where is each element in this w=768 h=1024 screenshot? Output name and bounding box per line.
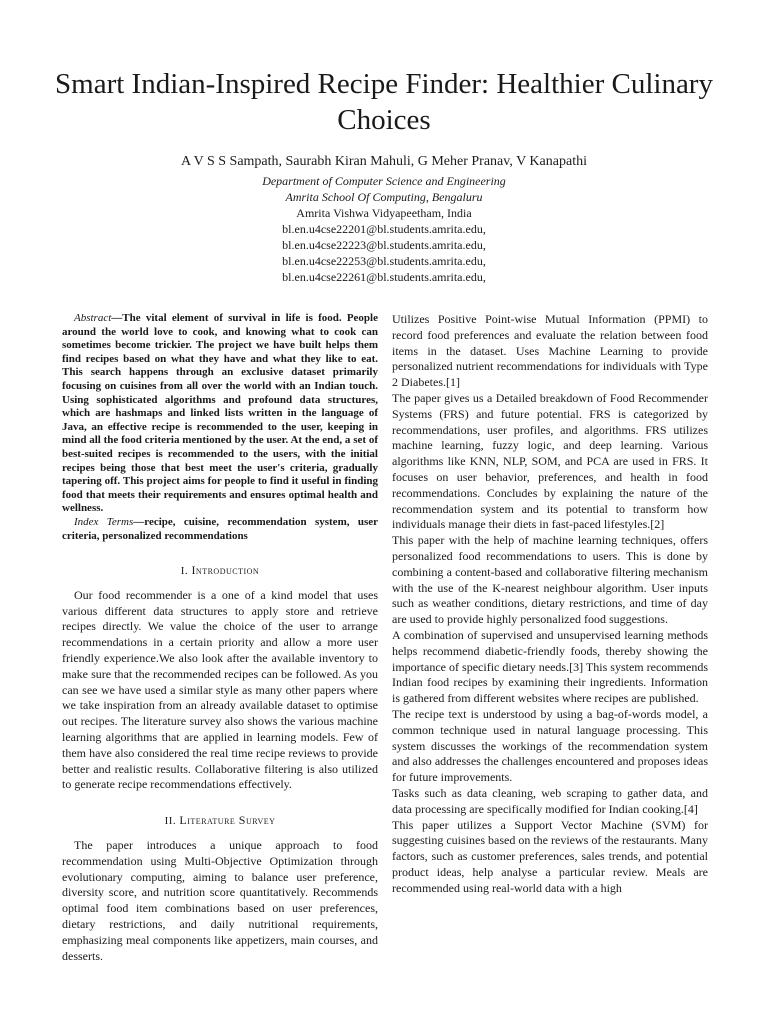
school: Amrita School Of Computing, Bengaluru [285,190,483,204]
section-heading-introduction: I. Introduction [180,563,260,578]
index-terms [62,516,378,543]
abstract [62,312,378,516]
literature-paragraph: The paper introduces a unique approach to food recommendation using Multi-Objective Optimization through evolutionary computing, aiming to balance user preference, diversity score, and nutrition score quantitatively. Recommends optimal food item combinations based on user preferences, dietary restrictions, and daily nutritional requirements, emphasizing meal components like appetizers, main courses, and desserts. [62,838,378,963]
email-line[interactable]: bl.en.u4cse22223@bl.students.amrita.edu, [282,238,486,252]
affiliation-block [40,173,728,285]
department: Department of Computer Science and Engineering [262,174,506,188]
literature-paragraph: A combination of supervised and unsupervised learning methods helps recommend diabetic-friendly foods, thereby showing the importance of specific dietary needs.[3] This system recommends Indian food recipes by examining their ingredients. Information is gathered from different websites where recipes are published. [392,627,708,706]
university: Amrita Vishwa Vidyapeetham, India [296,206,472,220]
literature-paragraph: This paper with the help of machine learning techniques, offers personalized food recommendations to users. This is done by combining a content-based and collaborative filtering mechanism with the use of the K-nearest neighbour algorithm. User inputs such as weather conditions, dietary restrictions, and time of day are used to provide highly personalized food suggestions. [392,533,708,627]
email-line[interactable]: bl.en.u4cse22253@bl.students.amrita.edu, [282,254,486,268]
literature-paragraph: This paper utilizes a Support Vector Machine (SVM) for suggesting cuisines based on the reviews of the restaurants. Many factors, such as customer preferences, sales trends, and potential product ideas, help analyse a particular review. Meals are recommended using real-world data with a high [392,817,708,895]
literature-paragraph: The paper gives us a Detailed breakdown of Food Recommender Systems (FRS) and future potential. FRS is categorized by recommendations, user profiles, and algorithms. FRS utilizes machine learning, fuzzy logic, and deep learning. Various algorithms like KNN, NLP, SOM, and PCA are used in FRS. It focuses on user behavior, preferences, and health in food recommendations. Concludes by explaining the nature of the recommendation system and its potential to transform how individuals manage their diets in fast-paced lifestyles.[2] [392,390,708,532]
email-line[interactable]: bl.en.u4cse22201@bl.students.amrita.edu, [282,222,486,236]
abstract-text: —The vital element of survival in life is food. People around the world love to cook, and knowing what to cook can sometimes become trickier. The project we have built helps them find recipes based on what they have and what they like to eat. This search happens through an exclusive dataset primarily focusing on cuisines from all over the world with an Indian touch. Using sophisticated algorithms and profound data structures, which are hashmaps and linked lists written in the language of Java, an effective recipe is recommended to the user, keeping in mind all the food criteria mentioned by the user. At the end, a set of best-suited recipes is recommended to the users, with the initial recipes being those that best meet the user's criteria, gradually tapering off. This project aims for people to find it useful in finding food that meets their requirements and ensures optimal health and wellness. [62,312,378,515]
section-heading-literature-survey: II. Literature Survey [164,813,276,828]
literature-paragraph: The recipe text is understood by using a bag-of-words model, a common technique used in natural language processing. This system discusses the workings of the recommendation system and also addresses the challenges encountered and proposes ideas for future improvements. [392,706,708,785]
literature-paragraph: Utilizes Positive Point-wise Mutual Information (PPMI) to record food preferences and evaluate the relation between food items in the dataset. Uses Machine Learning to provide personalized nutrient recommendations for individuals with Type 2 Diabetes.[1] [392,312,708,390]
author-list: A V S S Sampath, Saurabh Kiran Mahuli, G Meher Pranav, V Kanapathi [181,154,587,169]
paper-title: Smart Indian-Inspired Recipe Finder: Healthier Culinary Choices [55,68,713,136]
right-column [392,312,708,896]
index-terms-text: —recipe, cuisine, recommendation system, user criteria, personalized recommendations [62,515,378,542]
index-terms-label: Index Terms [74,515,134,528]
literature-paragraph: Tasks such as data cleaning, web scraping to gather data, and data processing are specifically modified for Indian cooking.[4] [392,785,708,816]
email-line[interactable]: bl.en.u4cse22261@bl.students.amrita.edu, [282,270,486,284]
left-column [62,312,378,964]
introduction-paragraph: Our food recommender is a one of a kind model that uses various different data structures to apply store and retrieve recipes directly. We value the choice of the user to arrange recommendations in a certain priority and allow a more user friendly experience.We also look after the available inventory to make sure that the recommended recipes can be followed. As you can see we have used a similar style as many other papers where we take inspiration from an already available dataset to optimise out recipes. The literature survey also shows the various machine learning algorithms that are applied in learning models. Few of them have also considered the real time recipe reviews to provide better and realistic results. Collaborative filtering is also utilized to generate recipe recommendations effectively. [62,587,378,792]
abstract-label: Abstract [74,312,112,324]
